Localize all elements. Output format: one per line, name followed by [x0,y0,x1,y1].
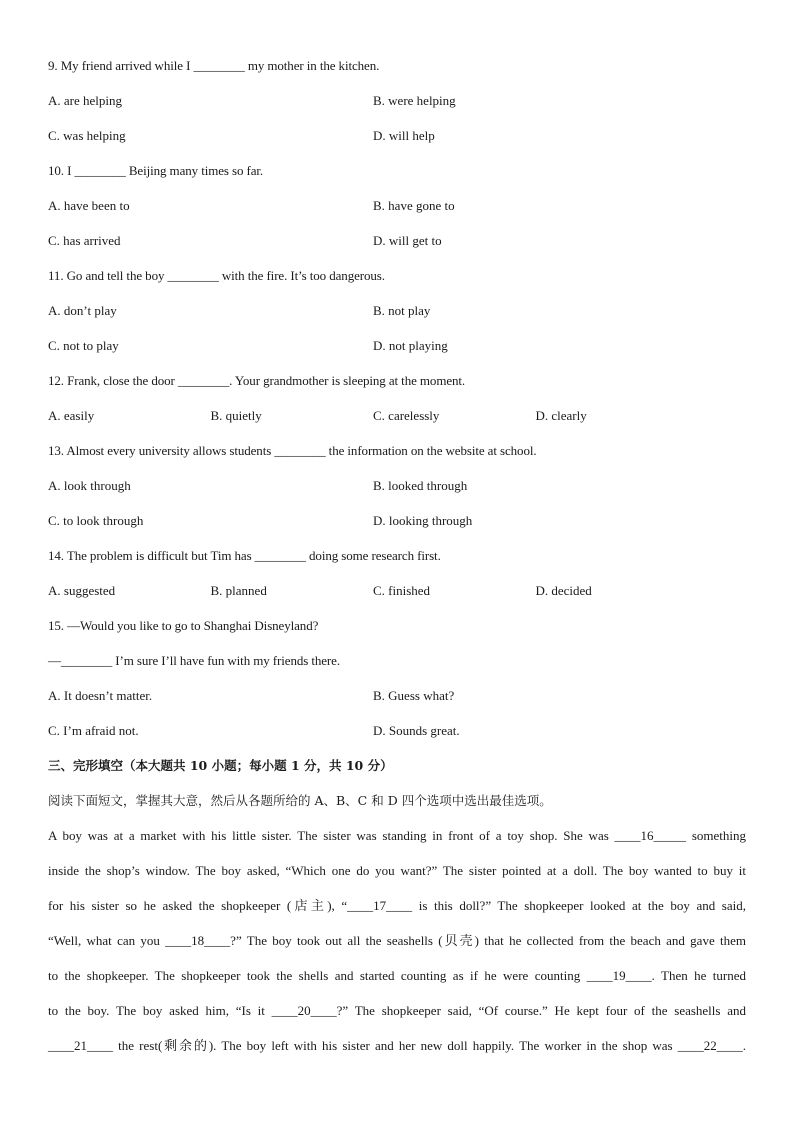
q11-option-b[interactable]: B. not play [373,303,431,318]
q11-option-a[interactable]: A. don’t play [48,303,117,318]
q11-option-c[interactable]: C. not to play [48,338,119,353]
q9-option-a[interactable]: A. are helping [48,93,123,108]
question-9-stem: 9. My friend arrived while I ________ my mother in the kitchen. [48,58,380,73]
section-instruction: 阅读下面短文，掌握其大意，然后从各题所给的 A、B、C 和 D 四个选项中选出最佳选项。 [48,793,552,808]
q12-option-d[interactable]: D. clearly [535,408,587,423]
q15-option-b[interactable]: B. Guess what? [373,688,455,703]
q11-option-d[interactable]: D. not playing [373,338,448,353]
question-11-options-row-1 [48,293,746,328]
question-12-stem: 12. Frank, close the door ________. Your grandmother is sleeping at the moment. [48,373,466,388]
question-13-options-row-1 [48,468,746,503]
q10-option-a[interactable]: A. have been to [48,198,130,213]
q13-option-b[interactable]: B. looked through [373,478,468,493]
question-9-options-row-2 [48,118,746,153]
q13-option-a[interactable]: A. look through [48,478,131,493]
question-9-options-row-1 [48,83,746,118]
passage-line: for his sister so he asked the shopkeeper (店主), “____17____ is this doll?” The shopkeeper looked at the boy and said, [48,898,746,913]
section-heading: 三、完形填空（本大题共 10 小题；每小题 1 分，共 10 分） [48,758,393,773]
question-13-options-row-2 [48,503,746,538]
passage-line: to the shopkeeper. The shopkeeper took the shells and started counting as if he were counting ____19____. Then he turned [48,968,746,983]
q15-option-d[interactable]: D. Sounds great. [373,723,460,738]
question-11-options-row-2 [48,328,746,363]
passage-line: “Well, what can you ____18____?” The boy took out all the seashells (贝壳) that he collected from the beach and gave them [48,933,746,948]
cloze-passage [48,818,746,1063]
passage-line: ____21____ the rest(剩余的). The boy left with his sister and her new doll happily. The worker in the shop was ____22____. [48,1038,746,1053]
question-10-options-row-2 [48,223,746,258]
q9-option-d[interactable]: D. will help [373,128,435,143]
q15-option-c[interactable]: C. I’m afraid not. [48,723,139,738]
q9-option-c[interactable]: C. was helping [48,128,126,143]
exam-page [48,48,746,1063]
q12-option-c[interactable]: C. carelessly [373,408,440,423]
question-14-stem: 14. The problem is difficult but Tim has ________ doing some research first. [48,548,441,563]
q13-option-d[interactable]: D. looking through [373,513,473,528]
question-15-reply: —________ I’m sure I’ll have fun with my friends there. [48,653,340,668]
question-15-options-row-2 [48,713,746,748]
q14-option-c[interactable]: C. finished [373,583,431,598]
q14-option-b[interactable]: B. planned [210,583,267,598]
question-15-stem: 15. —Would you like to go to Shanghai Disneyland? [48,618,319,633]
question-14-options-row [48,573,746,608]
question-10-stem: 10. I ________ Beijing many times so far. [48,163,264,178]
question-12-options-row [48,398,746,433]
q13-option-c[interactable]: C. to look through [48,513,144,528]
passage-line: inside the shop’s window. The boy asked, “Which one do you want?” The sister pointed at a doll. The boy wanted to buy it [48,863,746,878]
q10-option-b[interactable]: B. have gone to [373,198,455,213]
question-10-options-row-1 [48,188,746,223]
q12-option-b[interactable]: B. quietly [210,408,262,423]
q10-option-d[interactable]: D. will get to [373,233,442,248]
q14-option-a[interactable]: A. suggested [48,583,116,598]
q9-option-b[interactable]: B. were helping [373,93,456,108]
question-13-stem: 13. Almost every university allows students ________ the information on the website at school. [48,443,537,458]
q14-option-d[interactable]: D. decided [535,583,592,598]
passage-line: to the boy. The boy asked him, “Is it ____20____?” The shopkeeper said, “Of course.” He kept four of the seashells and [48,1003,746,1018]
q15-option-a[interactable]: A. It doesn’t matter. [48,688,153,703]
question-15-options-row-1 [48,678,746,713]
q12-option-a[interactable]: A. easily [48,408,95,423]
q10-option-c[interactable]: C. has arrived [48,233,121,248]
question-11-stem: 11. Go and tell the boy ________ with the fire. It’s too dangerous. [48,268,385,283]
passage-line: A boy was at a market with his little sister. The sister was standing in front of a toy shop. She was ____16_____ something [48,828,746,843]
